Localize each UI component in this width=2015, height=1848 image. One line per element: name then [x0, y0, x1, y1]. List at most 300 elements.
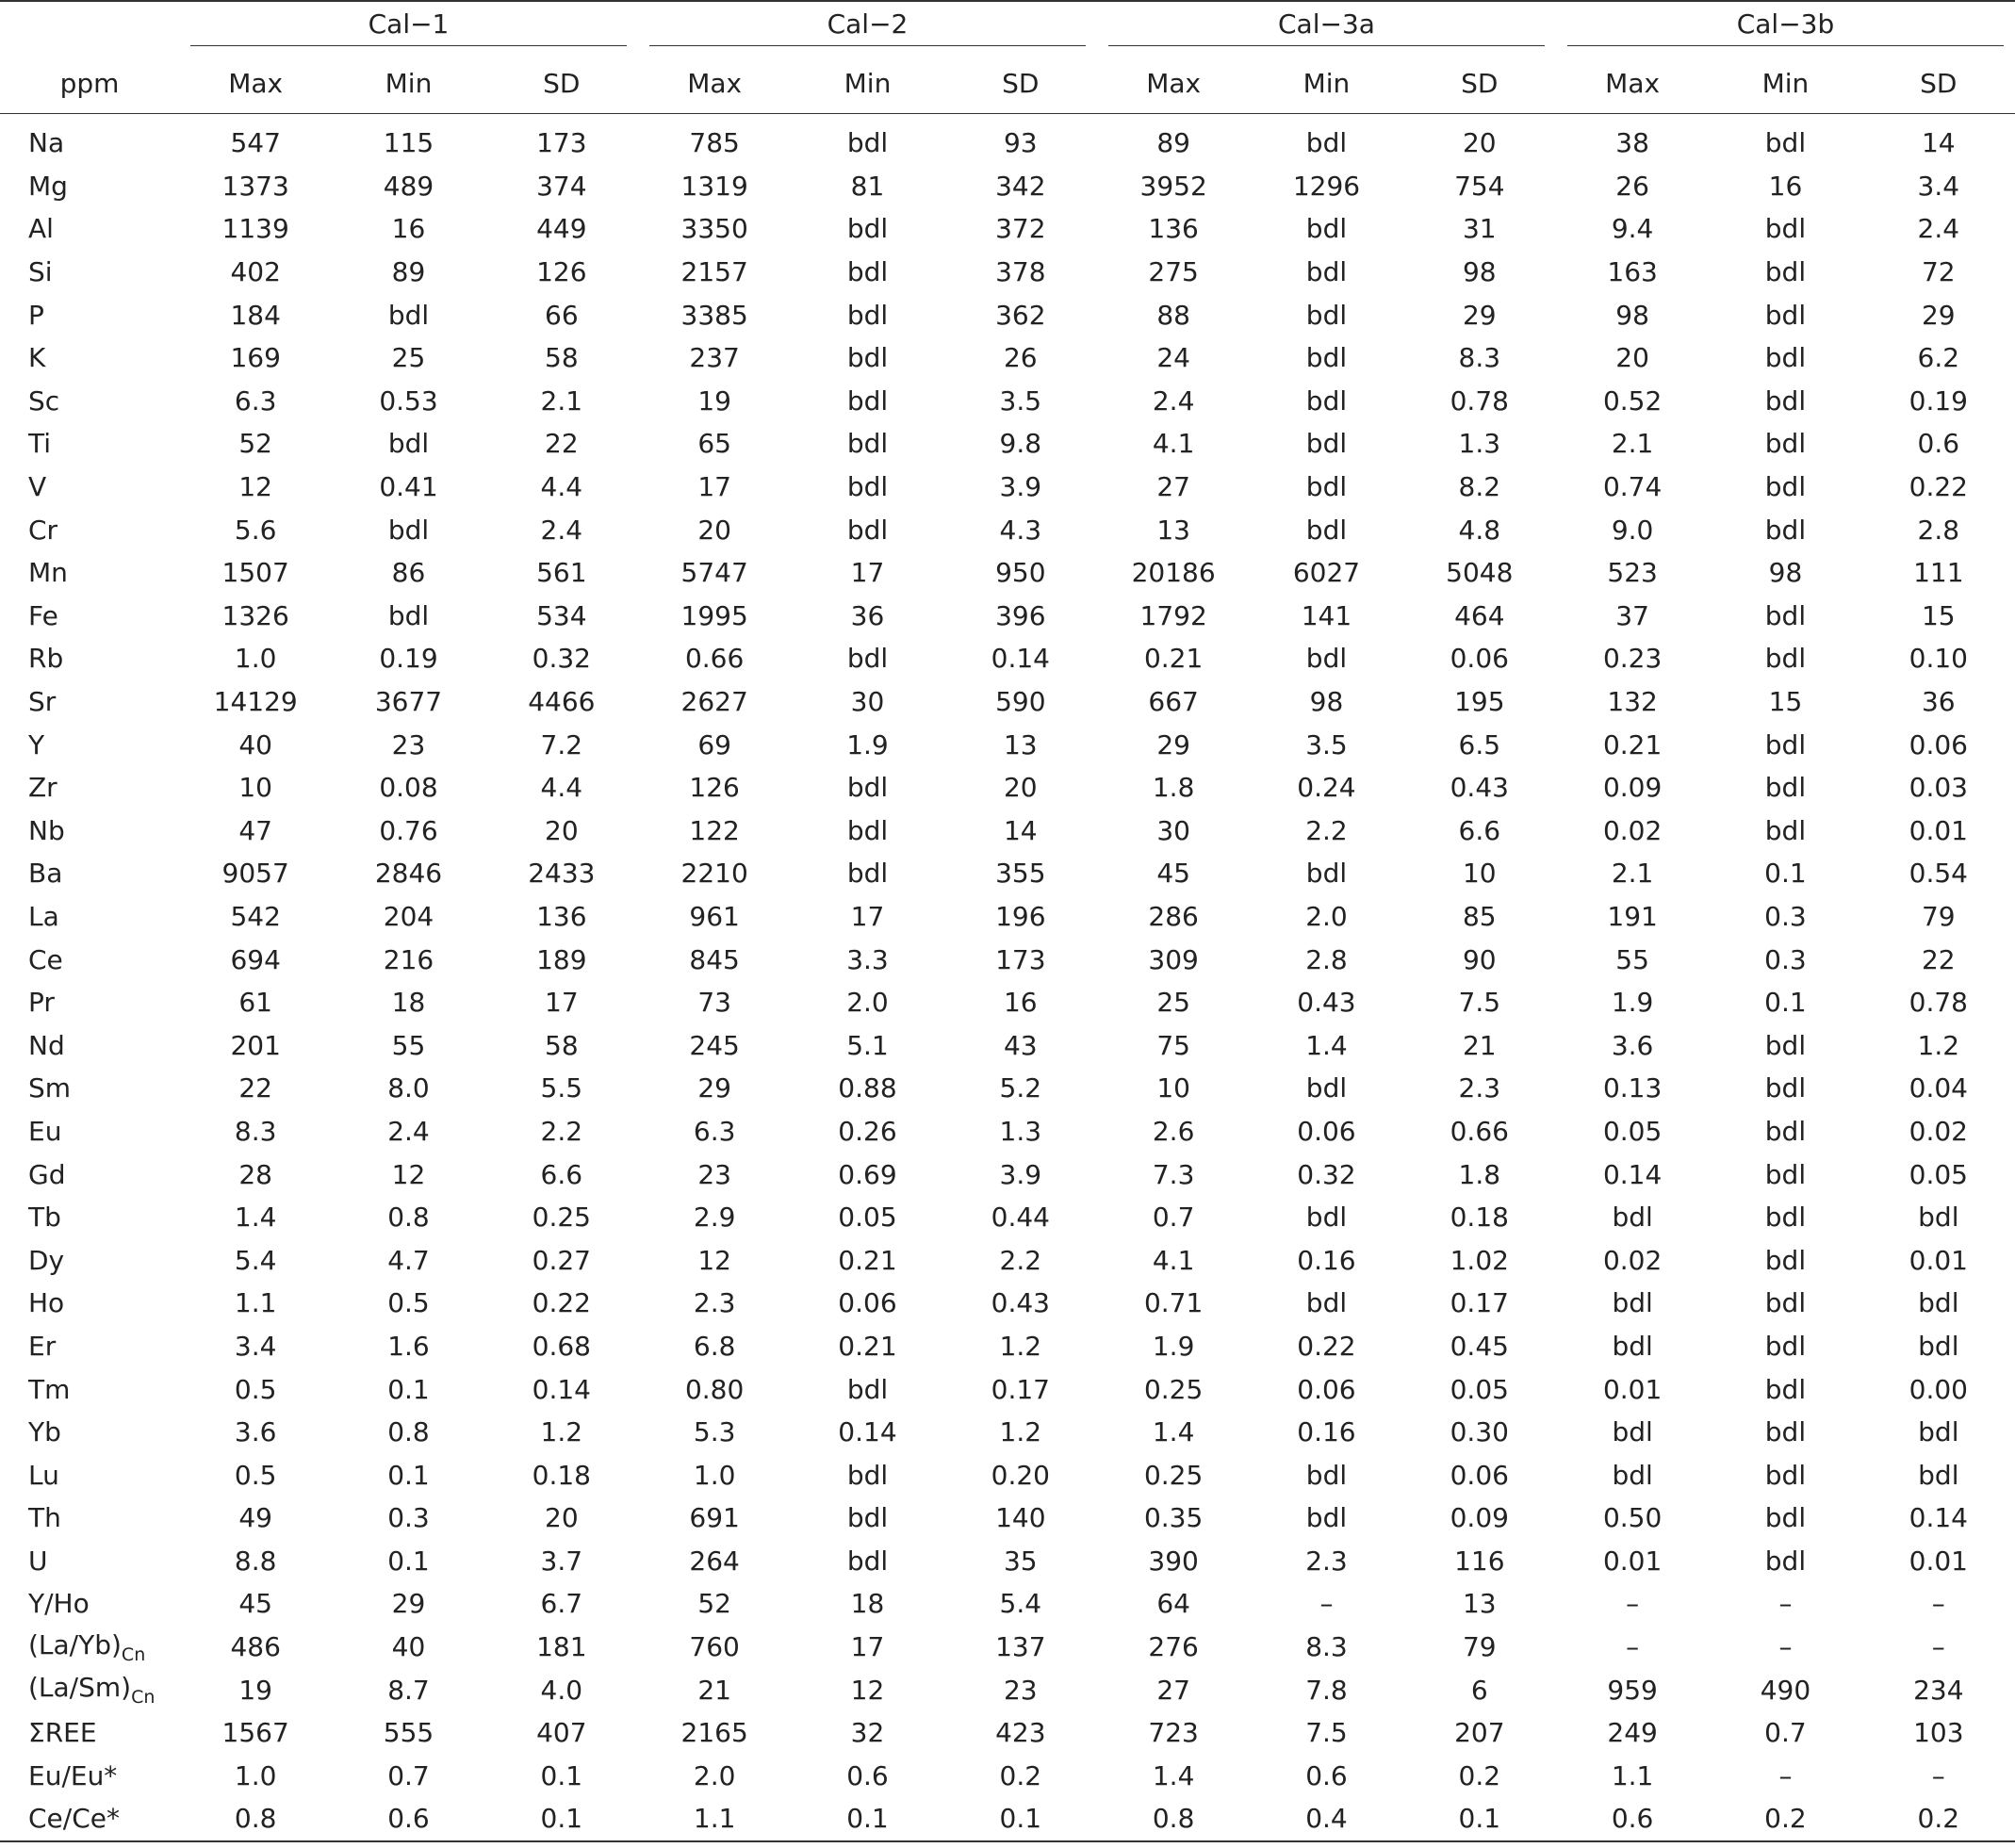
table-cell: 0.01 [1909, 1545, 1968, 1577]
table-cell: 1567 [221, 1717, 289, 1749]
row-label-subscript: Cn [131, 1687, 156, 1709]
table-cell: 14129 [213, 686, 298, 718]
table-cell: 0.43 [991, 1287, 1050, 1319]
table-cell: 0.06 [1450, 643, 1509, 675]
table-cell: 20 [545, 1502, 579, 1534]
row-label-text: Ce/Ce* [28, 1803, 120, 1835]
table-cell: 486 [230, 1631, 281, 1663]
table-cell: 16 [1768, 170, 1803, 202]
row-label [0, 293, 179, 336]
table-cell: 0.78 [1909, 987, 1968, 1019]
table-cell: 0.26 [838, 1115, 897, 1147]
row-label [0, 1797, 179, 1841]
table-cell: 1.4 [1152, 1416, 1195, 1448]
table-cell: 9.4 [1611, 213, 1654, 245]
stat-header-min: Min [791, 53, 943, 114]
table-cell: bdl [1612, 1416, 1653, 1448]
table-cell: bdl [1305, 299, 1348, 331]
table-cell: 396 [995, 599, 1046, 631]
row-label [0, 1153, 179, 1196]
table-cell: 2157 [680, 256, 748, 288]
table-cell: 207 [1454, 1717, 1505, 1749]
table-row [0, 1711, 2015, 1755]
row-label [0, 207, 179, 251]
table-cell: 12 [391, 1158, 426, 1190]
stat-header-row [0, 53, 2015, 114]
group-header-cal-2: Cal−2 [638, 1, 1097, 53]
table-cell: 7.5 [1458, 987, 1501, 1019]
table-cell: 2.0 [846, 987, 889, 1019]
table-cell: 1373 [221, 170, 289, 202]
table-cell: 0.6 [332, 1797, 484, 1841]
table-cell: 5.4 [234, 1244, 277, 1276]
table-cell: bdl [1612, 1330, 1653, 1362]
table-cell: 0.05 [1909, 1158, 1968, 1190]
stat-header-sd: SD [1403, 53, 1556, 114]
table-cell: 8.2 [1458, 471, 1501, 503]
row-label [0, 981, 179, 1024]
table-cell: 0.1 [944, 1797, 1097, 1841]
table-cell: 29 [697, 1072, 731, 1104]
table-row [0, 852, 2015, 895]
table-cell: – [1626, 1588, 1640, 1620]
table-cell: 0.01 [1909, 1244, 1968, 1276]
row-label-text: Ho [28, 1287, 65, 1319]
table-cell: 1.4 [1305, 1029, 1348, 1061]
table-cell: – [1931, 1759, 1945, 1791]
table-body [0, 114, 2015, 1841]
table-cell: 2.2 [1305, 814, 1348, 846]
table-cell: 0.32 [1297, 1158, 1356, 1190]
table-cell: 0.52 [1602, 384, 1663, 417]
table-cell: 122 [689, 814, 740, 846]
table-cell: bdl [1918, 1287, 1959, 1319]
table-cell: 372 [995, 213, 1046, 245]
table-cell: bdl [846, 471, 889, 503]
table-cell: 1.3 [999, 1115, 1042, 1147]
table-cell: 0.6 [846, 1759, 889, 1791]
group-header-cal-3b: Cal−3b [1556, 1, 2015, 53]
table-cell: 69 [697, 728, 731, 760]
table-cell: 2.8 [1305, 943, 1348, 975]
row-label [0, 1626, 179, 1669]
table-cell: 0.01 [1909, 814, 1968, 846]
row-label [0, 680, 179, 724]
table-cell: 2.4 [1152, 384, 1195, 417]
table-cell: 523 [1607, 557, 1658, 589]
table-cell: bdl [846, 342, 889, 374]
table-cell: 237 [689, 342, 740, 374]
table-cell: 111 [1913, 557, 1964, 589]
table-row [0, 595, 2015, 638]
table-cell: 89 [391, 256, 426, 288]
table-row [0, 251, 2015, 294]
table-cell: 0.45 [1450, 1330, 1509, 1362]
table-cell: 8.7 [387, 1674, 430, 1706]
table-cell: bdl [1305, 256, 1348, 288]
row-label-text: Er [28, 1330, 57, 1362]
table-cell: 355 [995, 858, 1046, 890]
table-row [0, 895, 2015, 939]
table-cell: 785 [689, 127, 740, 159]
row-label [0, 165, 179, 208]
table-cell: 136 [536, 900, 587, 932]
row-label [0, 466, 179, 509]
table-cell: 0.7 [387, 1759, 430, 1791]
table-cell: 0.24 [1297, 772, 1356, 804]
table-cell: 489 [383, 170, 434, 202]
table-cell: 8.8 [234, 1545, 277, 1577]
table-cell: 2433 [528, 858, 596, 890]
table-cell: bdl [1764, 471, 1807, 503]
table-cell: bdl [1918, 1416, 1959, 1448]
row-label-text: Rb [28, 643, 64, 675]
table-cell: 0.3 [1764, 943, 1807, 975]
table-cell: – [1931, 1631, 1945, 1663]
table-cell: 6.8 [693, 1330, 736, 1362]
table-cell: bdl [1764, 1330, 1807, 1362]
table-cell: bdl [846, 1373, 889, 1405]
table-cell: 86 [391, 557, 426, 589]
table-cell: 55 [391, 1029, 426, 1061]
table-cell: bdl [846, 256, 889, 288]
table-cell: 40 [238, 728, 272, 760]
row-label [0, 595, 179, 638]
table-cell: bdl [1305, 1502, 1348, 1534]
row-label-text: Sc [28, 384, 60, 417]
table-cell: 0.44 [991, 1202, 1050, 1234]
table-cell: 38 [1615, 127, 1649, 159]
row-label [0, 1582, 179, 1626]
table-cell: 22 [545, 428, 579, 460]
row-label-text: (La/Yb) [28, 1628, 122, 1660]
table-cell: 5.6 [234, 514, 277, 546]
row-label-text: La [28, 900, 59, 932]
stat-header-max: Max [1556, 53, 1709, 114]
row-label [0, 1238, 179, 1282]
table-row [0, 1540, 2015, 1583]
table-row [0, 466, 2015, 509]
table-cell: 0.8 [387, 1202, 430, 1234]
row-label-text: Lu [28, 1459, 59, 1491]
table-cell: 423 [995, 1717, 1046, 1749]
row-label-text: ΣREE [28, 1717, 97, 1749]
table-cell: 0.2 [1862, 1797, 2015, 1841]
table-cell: bdl [846, 213, 889, 245]
table-cell: 35 [1003, 1545, 1038, 1577]
table-cell: 98 [1768, 557, 1803, 589]
table-cell: bdl [1918, 1459, 1959, 1491]
table-cell: 2.8 [1917, 514, 1960, 546]
table-row [0, 1668, 2015, 1711]
table-cell: 1.2 [540, 1416, 583, 1448]
table-cell: 0.50 [1602, 1502, 1663, 1534]
table-row [0, 380, 2015, 423]
table-cell: 2627 [680, 686, 748, 718]
table-cell: 1326 [221, 599, 289, 631]
table-cell: 23 [391, 728, 426, 760]
table-row [0, 723, 2015, 766]
row-label-text: K [28, 342, 46, 374]
table-cell: 723 [1148, 1717, 1199, 1749]
table-cell: 959 [1607, 1674, 1658, 1706]
table-cell: bdl [1305, 384, 1348, 417]
table-cell: 4.7 [387, 1244, 430, 1276]
table-cell: bdl [1764, 1545, 1807, 1577]
row-label-text: Na [28, 127, 65, 159]
table-cell: 0.21 [838, 1244, 897, 1276]
table-row [0, 1582, 2015, 1626]
table-cell: 0.69 [838, 1158, 897, 1190]
table-cell: 0.1 [791, 1797, 943, 1841]
table-cell: 29 [1156, 728, 1190, 760]
table-cell: 9.0 [1611, 514, 1654, 546]
row-label [0, 1668, 179, 1711]
table-cell: 93 [1003, 127, 1038, 159]
table-cell: 0.04 [1909, 1072, 1968, 1104]
table-cell: 1319 [680, 170, 748, 202]
table-row [0, 1453, 2015, 1496]
table-cell: 1.9 [1611, 987, 1654, 1019]
table-cell: 342 [995, 170, 1046, 202]
table-cell: bdl [1305, 1202, 1348, 1234]
table-cell: 45 [238, 1588, 272, 1620]
table-row [0, 1325, 2015, 1368]
table-cell: 3.6 [1611, 1029, 1654, 1061]
table-cell: 0.14 [991, 643, 1050, 675]
table-cell: bdl [1764, 299, 1807, 331]
table-cell: 196 [995, 900, 1046, 932]
table-cell: bdl [1305, 858, 1348, 890]
table-cell: 309 [1148, 943, 1199, 975]
table-cell: 98 [1309, 686, 1344, 718]
table-cell: 55 [1615, 943, 1649, 975]
table-cell: 4.4 [540, 772, 583, 804]
row-label-text: Mg [28, 170, 68, 202]
row-label-text: Dy [28, 1244, 65, 1276]
table-cell: 1.2 [999, 1416, 1042, 1448]
table-cell: bdl [1764, 643, 1807, 675]
table-cell: 0.20 [991, 1459, 1050, 1491]
table-cell: bdl [1918, 1202, 1959, 1234]
table-cell: 19 [697, 384, 731, 417]
table-cell: 64 [1156, 1588, 1190, 1620]
table-cell: 18 [850, 1588, 885, 1620]
stat-header-max: Max [638, 53, 791, 114]
table-cell: 8.3 [1305, 1631, 1348, 1663]
table-cell: 10 [1156, 1072, 1190, 1104]
table-row [0, 207, 2015, 251]
table-cell: 1995 [680, 599, 748, 631]
table-cell: 561 [536, 557, 587, 589]
table-cell: 2210 [680, 858, 748, 890]
table-cell: 1296 [1292, 170, 1361, 202]
table-cell: 0.13 [1602, 1072, 1663, 1104]
table-cell: 140 [995, 1502, 1046, 1534]
table-cell: 7.2 [540, 728, 583, 760]
table-cell: 173 [536, 127, 587, 159]
table-cell: bdl [1764, 599, 1807, 631]
table-cell: 1.2 [999, 1330, 1042, 1362]
table-cell: 464 [1454, 599, 1505, 631]
table-cell: 4.1 [1152, 428, 1195, 460]
table-cell: bdl [846, 1545, 889, 1577]
table-cell: bdl [846, 514, 889, 546]
table-cell: 66 [545, 299, 579, 331]
table-cell: 0.06 [838, 1287, 897, 1319]
table-cell: 0.5 [234, 1373, 277, 1405]
table-row [0, 1755, 2015, 1798]
table-cell: bdl [1764, 342, 1807, 374]
table-row [0, 1196, 2015, 1239]
table-cell: 0.22 [532, 1287, 591, 1319]
row-label-text: Eu/Eu* [28, 1759, 118, 1791]
table-cell: 0.68 [532, 1330, 591, 1362]
table-cell: 0.41 [379, 471, 438, 503]
table-cell: 961 [689, 900, 740, 932]
table-row [0, 1367, 2015, 1411]
table-cell: 6 [1470, 1674, 1488, 1706]
table-cell: 6027 [1292, 557, 1361, 589]
row-label-text: Th [28, 1502, 61, 1534]
table-cell: 29 [1921, 299, 1956, 331]
row-label [0, 1367, 179, 1411]
table-cell: 0.6 [1556, 1797, 1709, 1841]
table-cell: 29 [391, 1588, 426, 1620]
table-row [0, 293, 2015, 336]
table-cell: 6.3 [693, 1115, 736, 1147]
row-label [0, 938, 179, 981]
table-cell: 79 [1921, 900, 1956, 932]
table-cell: 264 [689, 1545, 740, 1577]
table-cell: 52 [697, 1588, 731, 1620]
table-cell: 0.10 [1909, 643, 1968, 675]
table-cell: bdl [387, 299, 430, 331]
table-cell: 754 [1454, 170, 1505, 202]
table-cell: 0.7 [1764, 1717, 1807, 1749]
table-row [0, 1282, 2015, 1325]
table-cell: 37 [1615, 599, 1649, 631]
row-label [0, 810, 179, 853]
table-cell: 1.3 [1458, 428, 1501, 460]
table-cell: 2165 [680, 1717, 748, 1749]
table-cell: 362 [995, 299, 1046, 331]
table-cell: 26 [1615, 170, 1649, 202]
table-row [0, 1153, 2015, 1196]
table-cell: 30 [850, 686, 885, 718]
table-cell: 542 [230, 900, 281, 932]
table-cell: 126 [689, 772, 740, 804]
row-label [0, 422, 179, 466]
table-cell: 20 [697, 514, 731, 546]
table-cell: bdl [846, 299, 889, 331]
table-cell: 0.71 [1143, 1287, 1204, 1319]
table-cell: 79 [1462, 1631, 1497, 1663]
row-label [0, 1023, 179, 1067]
row-label-text: Ti [28, 428, 52, 460]
table-row [0, 938, 2015, 981]
table-cell: 0.88 [838, 1072, 897, 1104]
table-cell: 65 [697, 428, 731, 460]
table-cell: 5.4 [999, 1588, 1042, 1620]
table-cell: 0.03 [1909, 772, 1968, 804]
table-cell: 555 [383, 1717, 434, 1749]
table-cell: 0.25 [1143, 1373, 1204, 1405]
table-cell: 1792 [1139, 599, 1207, 631]
table-cell: bdl [1764, 1202, 1807, 1234]
table-cell: 0.2 [1458, 1759, 1501, 1791]
row-label [0, 1110, 179, 1153]
table-cell: bdl [846, 1502, 889, 1534]
table-cell: 0.22 [1909, 471, 1968, 503]
table-cell: 2.4 [540, 514, 583, 546]
table-cell: bdl [1764, 127, 1807, 159]
table-cell: 23 [697, 1158, 731, 1190]
table-row [0, 1238, 2015, 1282]
table-cell: 0.25 [1143, 1459, 1204, 1491]
stat-header-max: Max [1097, 53, 1250, 114]
table-cell: 7.3 [1152, 1158, 1195, 1190]
table-cell: bdl [846, 384, 889, 417]
table-cell: 137 [995, 1631, 1046, 1663]
table-cell: 0.66 [684, 643, 745, 675]
table-cell: 3677 [374, 686, 443, 718]
table-cell: bdl [1612, 1287, 1653, 1319]
table-cell: 0.21 [1143, 643, 1204, 675]
row-label [0, 1711, 179, 1755]
table-cell: 0.21 [838, 1330, 897, 1362]
table-cell: 24 [1156, 342, 1190, 374]
table-row [0, 1496, 2015, 1540]
table-cell: bdl [1305, 1459, 1348, 1491]
table-cell: 17 [850, 1631, 885, 1663]
table-cell: 204 [383, 900, 434, 932]
table-cell: 0.18 [532, 1459, 591, 1491]
table-cell: 245 [689, 1029, 740, 1061]
table-cell: 0.43 [1450, 772, 1509, 804]
stat-header-sd: SD [944, 53, 1097, 114]
table-cell: 31 [1462, 213, 1497, 245]
table-cell: 2.3 [693, 1287, 736, 1319]
table-cell: bdl [1764, 514, 1807, 546]
table-cell: 2.3 [1305, 1545, 1348, 1577]
table-cell: 0.2 [1709, 1797, 1861, 1841]
table-cell: 0.02 [1602, 814, 1663, 846]
table-cell: 3.9 [999, 1158, 1042, 1190]
row-label-text: Al [28, 213, 54, 245]
table-cell: 0.76 [379, 814, 438, 846]
row-label [0, 852, 179, 895]
table-cell: 0.06 [1909, 728, 1968, 760]
table-cell: – [1319, 1588, 1334, 1620]
table-cell: 1.0 [234, 643, 277, 675]
table-cell: 173 [995, 943, 1046, 975]
table-cell: 0.01 [1602, 1373, 1663, 1405]
table-cell: 276 [1148, 1631, 1199, 1663]
table-cell: 9.8 [999, 428, 1042, 460]
table-cell: 116 [1454, 1545, 1505, 1577]
table-cell: 49 [238, 1502, 272, 1534]
table-row [0, 508, 2015, 551]
table-cell: 5747 [680, 557, 748, 589]
row-label [0, 1325, 179, 1368]
table-cell: 7.8 [1305, 1674, 1348, 1706]
table-cell: bdl [1764, 1373, 1807, 1405]
table-cell: 2.1 [540, 384, 583, 417]
table-cell: 0.06 [1297, 1115, 1356, 1147]
table-cell: 4.0 [540, 1674, 583, 1706]
table-cell: 47 [238, 814, 272, 846]
